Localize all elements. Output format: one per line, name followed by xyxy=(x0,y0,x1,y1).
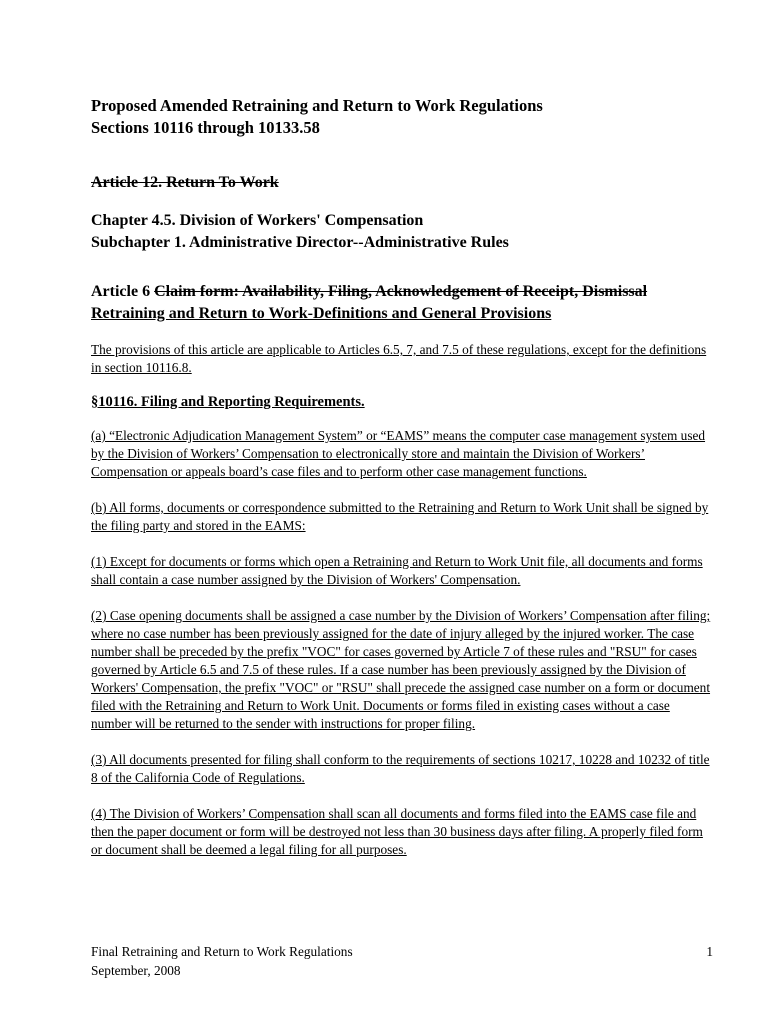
document-page xyxy=(91,95,713,859)
paragraph-3: (3) All documents presented for filing shall conform to the requirements of sections 10217, 10228 and 10232 of title 8 of the California Code of Regulations. xyxy=(91,752,710,785)
footer-document-name: Final Retraining and Return to Work Regulations xyxy=(91,944,353,959)
paragraph-a: (a) “Electronic Adjudication Management System” or “EAMS” means the computer case management system used by the Division of Workers’ Compensation to electronically store and maintain the Division of Workers’ Compensation or appeals board’s case files and to perform other case management functions. xyxy=(91,428,706,479)
footer-date: September, 2008 xyxy=(91,963,181,978)
page-footer xyxy=(91,942,713,980)
paragraph-4: (4) The Division of Workers’ Compensation shall scan all documents and forms filed into the EAMS case file and then the paper document or form will be destroyed not less than 30 business days after filing. A properly filed form or document shall be deemed a legal filing for all purposes. xyxy=(91,806,703,857)
section-10116-heading: §10116. Filing and Reporting Requirements. xyxy=(91,394,365,410)
subchapter-heading: Subchapter 1. Administrative Director--Administrative Rules xyxy=(91,234,509,251)
intro-paragraph: The provisions of this article are applicable to Articles 6.5, 7, and 7.5 of these regulations, except for the definitions in section 10116.8. xyxy=(91,342,707,375)
article-6-prefix: Article 6 xyxy=(91,283,155,300)
paragraph-2: (2) Case opening documents shall be assigned a case number by the Division of Workers’ Compensation after filing; where no case number has been previously assigned for the date of injury alleged by the injured worker. The case number shall be preceded by the prefix "VOC" for cases governed by Article 7 of these rules and "RSU" for cases governed by Article 6.5 and 7.5 of these rules. If a case number has been previously assigned by the Division of Workers' Compensation, the prefix "VOC" or "RSU" shall precede the assigned case number on a form or document filed with the Retraining and Return to Work Unit. Documents or forms filed in existing cases without a case number will be returned to the sender with instructions for proper filing. xyxy=(91,608,711,731)
article-6-new-title: Retraining and Return to Work-Definitions and General Provisions xyxy=(91,305,552,322)
paragraph-b: (b) All forms, documents or correspondence submitted to the Retraining and Return to Work Unit shall be signed by the filing party and stored in the EAMS: xyxy=(91,500,709,533)
paragraph-1: (1) Except for documents or forms which open a Retraining and Return to Work Unit file, all documents and forms shall contain a case number assigned by the Division of Workers' Compensation. xyxy=(91,554,703,587)
article-6-heading xyxy=(91,281,713,303)
document-title-line2: Sections 10116 through 10133.58 xyxy=(91,118,320,137)
page-number: 1 xyxy=(706,944,713,959)
chapter-heading: Chapter 4.5. Division of Workers' Compensation xyxy=(91,212,424,229)
document-title-line1: Proposed Amended Retraining and Return to Work Regulations xyxy=(91,96,543,115)
article-6-struck-title: Claim form: Availability, Filing, Acknowledgement of Receipt, Dismissal xyxy=(154,283,648,300)
struck-article-12-heading: Article 12. Return To Work xyxy=(91,174,279,191)
